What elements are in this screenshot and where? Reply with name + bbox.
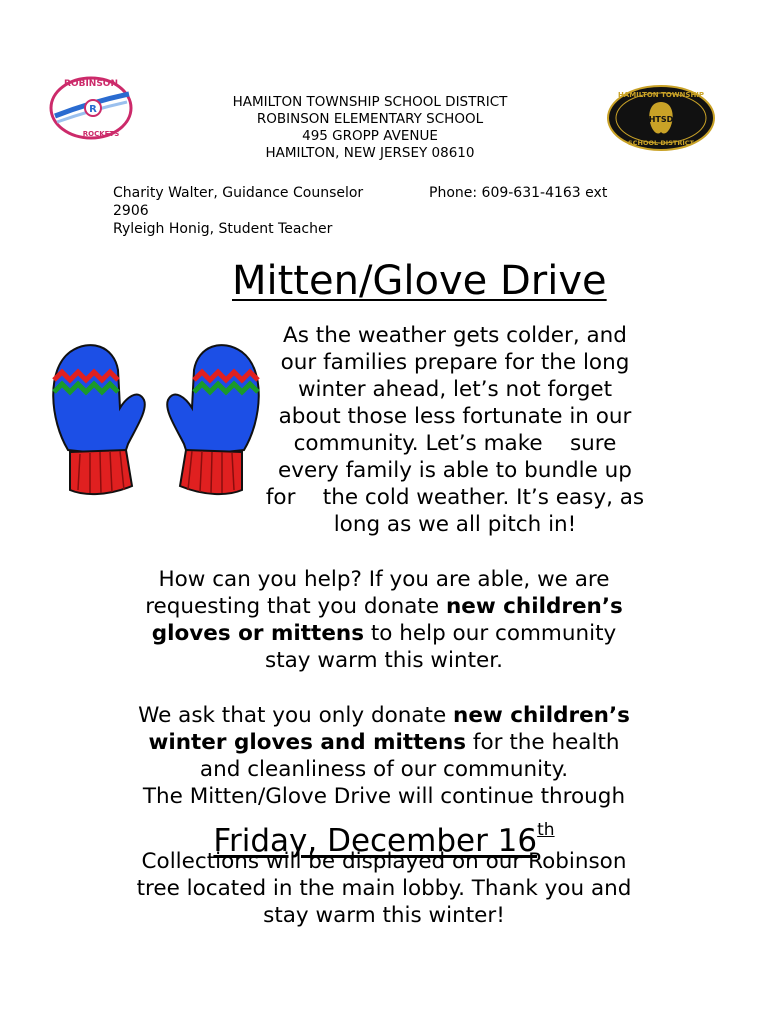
intro-line: every family is able to bundle up <box>278 458 632 483</box>
para-line: tree located in the main lobby. Thank you and <box>136 876 632 901</box>
page-title: Mitten/Glove Drive <box>232 258 607 304</box>
para-line: How can you help? If you are able, we are <box>158 567 610 592</box>
intro-line: our families prepare for the long <box>280 350 630 375</box>
donation-request-paragraph <box>84 702 684 810</box>
date-text: Friday, December 16 <box>213 823 538 859</box>
right-mitten <box>167 345 259 494</box>
counselor-name: Charity Walter, Guidance Counselor <box>113 185 364 201</box>
hamilton-township-logo <box>606 84 716 152</box>
para-text: to help our community <box>364 621 617 646</box>
date-suffix: th <box>537 820 555 840</box>
para-line: stay warm this winter! <box>263 903 505 928</box>
intro-line: community. Let’s make sure <box>293 431 617 456</box>
logo-monogram: HTSD <box>648 115 674 124</box>
school-name: ROBINSON ELEMENTARY SCHOOL <box>256 111 484 127</box>
para-text: for the health <box>466 730 620 755</box>
para-line: stay warm this winter. <box>265 648 503 673</box>
intro-line: long as we all pitch in! <box>333 512 577 537</box>
phone-number: Phone: 609-631-4163 ext <box>429 185 608 201</box>
logo-bottom-text: SCHOOL DISTRICT <box>628 139 694 147</box>
intro-line: about those less fortunate in our <box>278 404 632 429</box>
intro-line: for the cold weather. It’s easy, as <box>265 485 645 510</box>
para-text: We ask that you only donate <box>138 703 454 728</box>
district-name: HAMILTON TOWNSHIP SCHOOL DISTRICT <box>232 94 508 110</box>
intro-line: As the weather gets colder, and <box>283 323 627 348</box>
mittens-icon <box>48 340 264 500</box>
collection-info-paragraph <box>84 848 684 929</box>
para-line: The Mitten/Glove Drive will continue through <box>142 784 626 809</box>
para-bold-text: winter gloves and mittens <box>148 730 467 755</box>
intro-paragraph <box>250 322 660 538</box>
para-bold-text: new children’s <box>453 703 630 728</box>
contact-info <box>113 184 673 238</box>
logo-text-bottom: ROCKETS <box>82 130 120 138</box>
phone-extension: 2906 <box>113 203 149 219</box>
logo-top-text: HAMILTON TOWNSHIP <box>617 91 705 99</box>
para-line: Collections will be displayed on our Robinson <box>141 849 627 874</box>
school-city: HAMILTON, NEW JERSEY 08610 <box>265 145 475 161</box>
para-bold-text: gloves or mittens <box>151 621 364 646</box>
para-line: and cleanliness of our community. <box>199 757 569 782</box>
how-to-help-paragraph <box>84 566 684 674</box>
para-bold-text: new children’s <box>445 594 623 619</box>
logo-text-top: ROBINSON <box>64 79 118 89</box>
left-mitten <box>53 345 145 494</box>
para-text: requesting that you donate <box>145 594 446 619</box>
logo-center-letter: R <box>89 104 97 115</box>
student-teacher-name: Ryleigh Honig, Student Teacher <box>113 221 333 237</box>
school-address: 495 GROPP AVENUE <box>302 128 438 144</box>
intro-line: winter ahead, let’s not forget <box>297 377 613 402</box>
